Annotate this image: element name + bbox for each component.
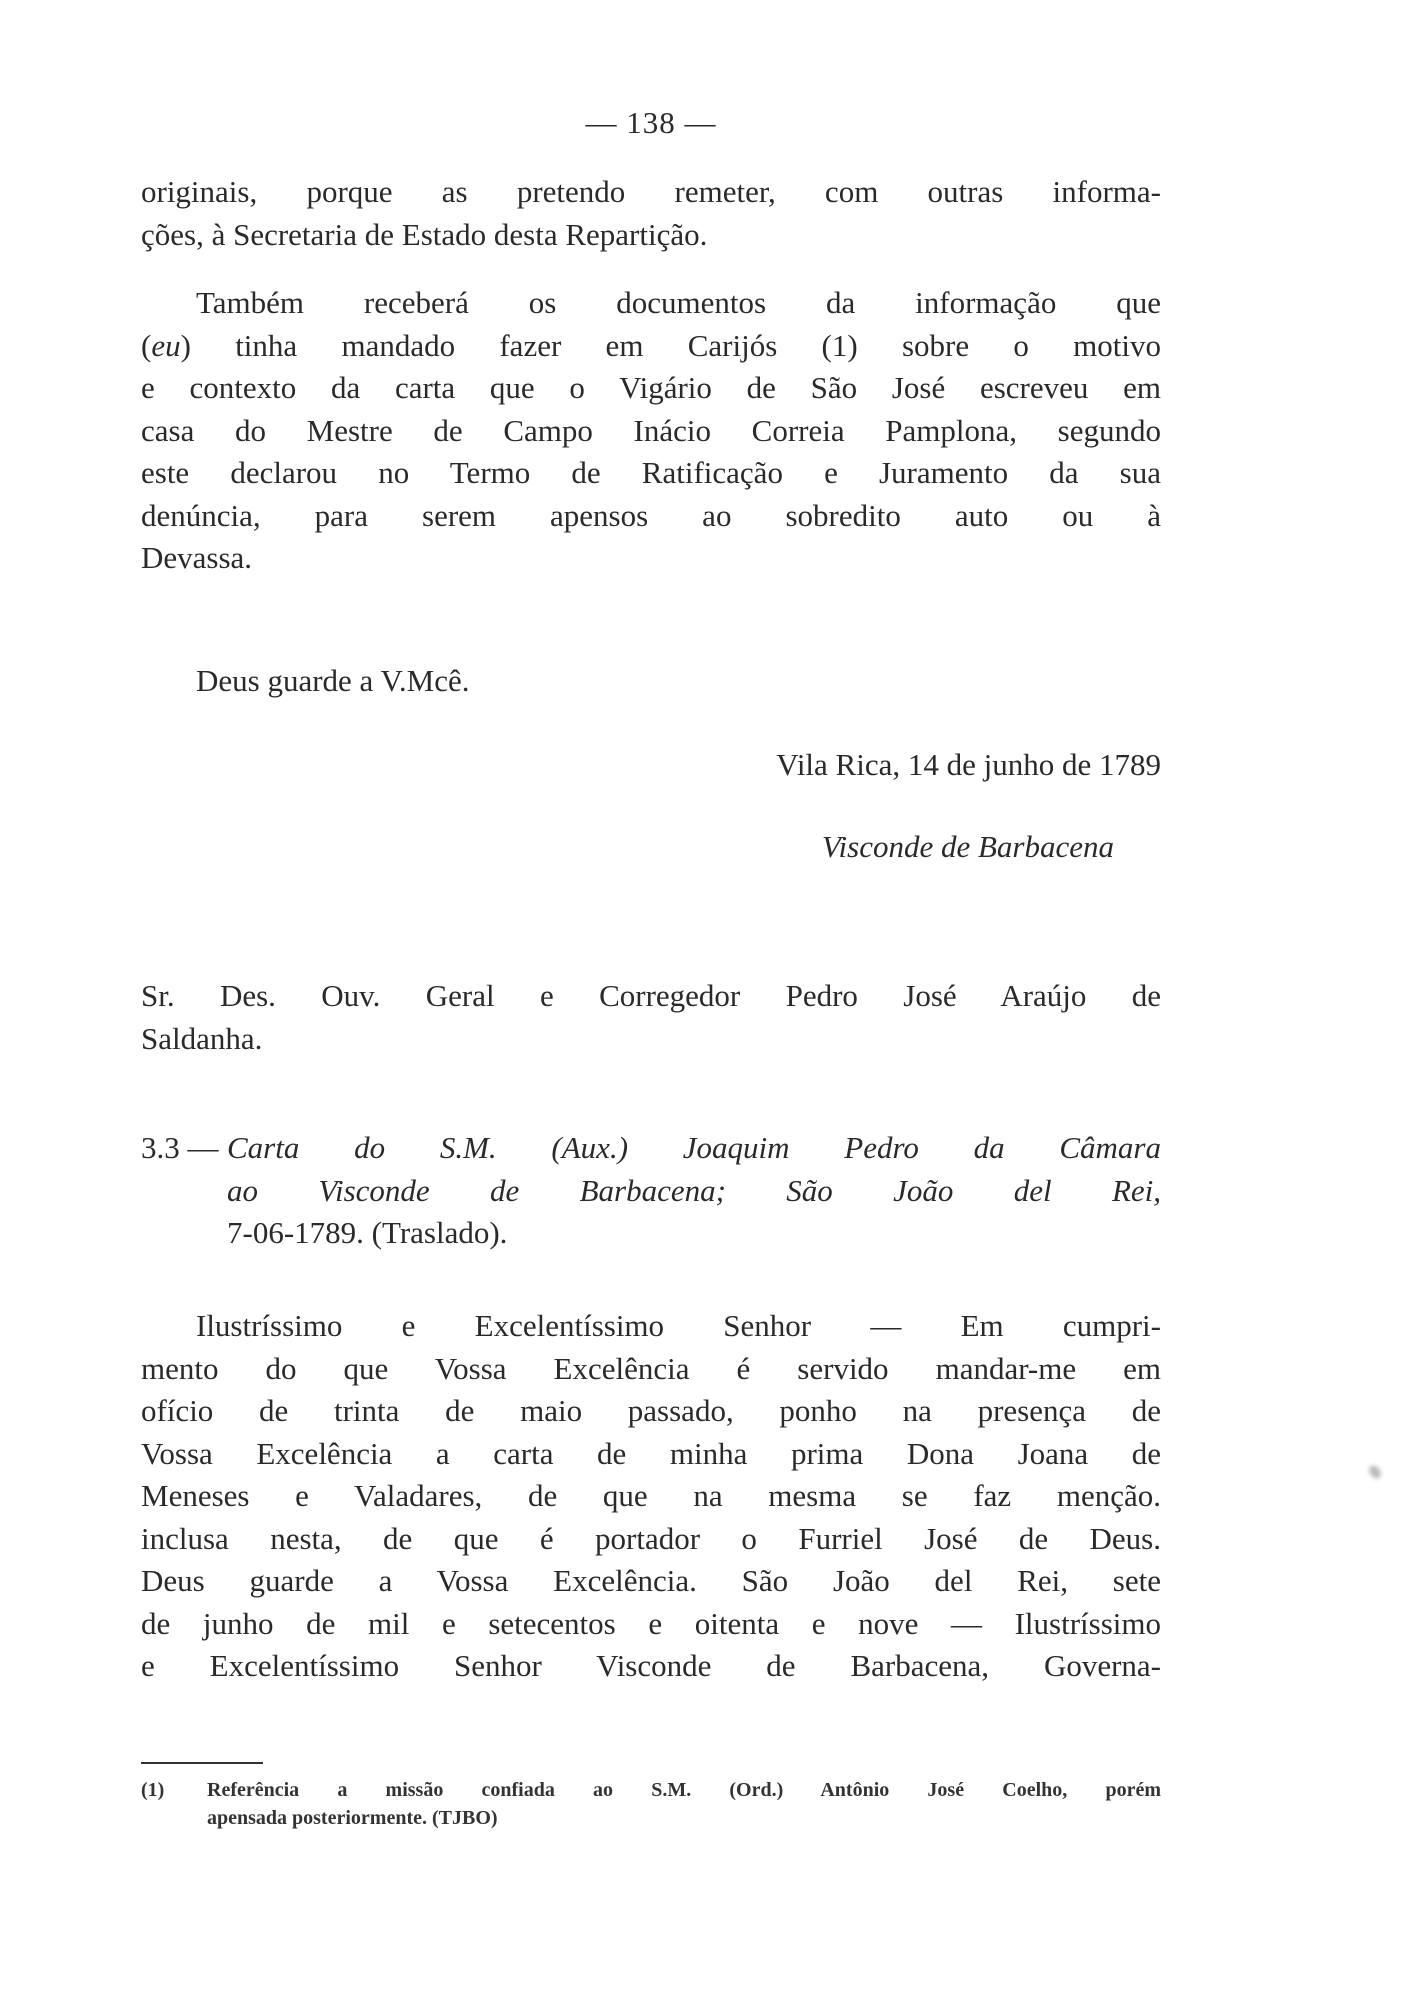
text-line: Vossa Excelência a carta de minha prima Dona Joana de xyxy=(141,1435,1161,1471)
text-line: inclusa nesta, de que é portador o Furriel José de Deus. xyxy=(141,1520,1161,1556)
text-line: Devassa. xyxy=(141,540,253,575)
letter-body xyxy=(141,1305,1161,1688)
paragraph-documents xyxy=(141,282,1161,580)
closing-salutation xyxy=(141,660,1161,703)
text-line: e contexto da carta que o Vigário de São José escreveu em xyxy=(141,370,1161,405)
text-line: ções, à Secretaria de Estado desta Repartição. xyxy=(141,216,708,252)
text-line: Sr. Des. Ouv. Geral e Corregedor Pedro José Araújo de xyxy=(141,978,1161,1013)
footnote-text xyxy=(207,1776,1161,1832)
paragraph-continuation xyxy=(141,171,1161,256)
section-title xyxy=(227,1127,1161,1255)
text-line: Meneses e Valadares, de que na mesma se faz menção. xyxy=(141,1478,1161,1513)
text-line: 7-06-1789. (Traslado). xyxy=(227,1215,508,1250)
text-line: Deus guarde a Vossa Excelência. São João del Rei, sete xyxy=(141,1563,1161,1598)
text-line: ofício de trinta de maio passado, ponho na presença de xyxy=(141,1393,1161,1428)
footnote xyxy=(141,1776,1161,1832)
text-line: Carta do S.M. (Aux.) Joaquim Pedro da Câmara xyxy=(227,1130,1161,1165)
text-line: apensada posteriormente. (TJBO) xyxy=(207,1807,498,1829)
place-date: Vila Rica, 14 de junho de 1789 xyxy=(776,747,1161,782)
text-line: ao Visconde de Barbacena; São João del Rei, xyxy=(227,1172,1161,1208)
text-line: originais, porque as pretendo remeter, com outras informa- xyxy=(141,174,1161,209)
italic-word: eu xyxy=(151,327,181,363)
text-line: Deus guarde a V.Mcê. xyxy=(196,663,470,698)
text-line: Referência a missão confiada ao S.M. (Ord.) Antônio José Coelho, porém xyxy=(207,1779,1161,1801)
signature: Visconde de Barbacena xyxy=(821,829,1114,864)
addressee xyxy=(141,975,1161,1060)
footnote-divider xyxy=(141,1762,263,1764)
text-line: denúncia, para serem apensos ao sobredito auto ou à xyxy=(141,497,1161,533)
text-line: de junho de mil e setecentos e oitenta e nove — Ilustríssimo xyxy=(141,1605,1161,1641)
text-line: Ilustríssimo e Excelentíssimo Senhor — Em cumpri- xyxy=(196,1308,1161,1343)
section-heading xyxy=(141,1127,1161,1255)
text-line: e Excelentíssimo Senhor Visconde de Barbacena, Governa- xyxy=(141,1648,1161,1683)
text-line: Saldanha. xyxy=(141,1020,263,1056)
section-number: 3.3 — xyxy=(141,1130,219,1165)
text-line: este declarou no Termo de Ratificação e Juramento da sua xyxy=(141,455,1161,490)
page-number: — 138 — xyxy=(585,105,717,140)
scan-artifact xyxy=(1367,1463,1383,1480)
text-line: (eu) tinha mandado fazer em Carijós (1) sobre o motivo xyxy=(141,327,1161,363)
text-line: mento do que Vossa Excelência é servido mandar-me em xyxy=(141,1350,1161,1386)
text-line: casa do Mestre de Campo Inácio Correia Pamplona, segundo xyxy=(141,412,1161,448)
text-line: Também receberá os documentos da informação que xyxy=(196,285,1161,320)
footnote-mark: (1) xyxy=(141,1779,165,1801)
